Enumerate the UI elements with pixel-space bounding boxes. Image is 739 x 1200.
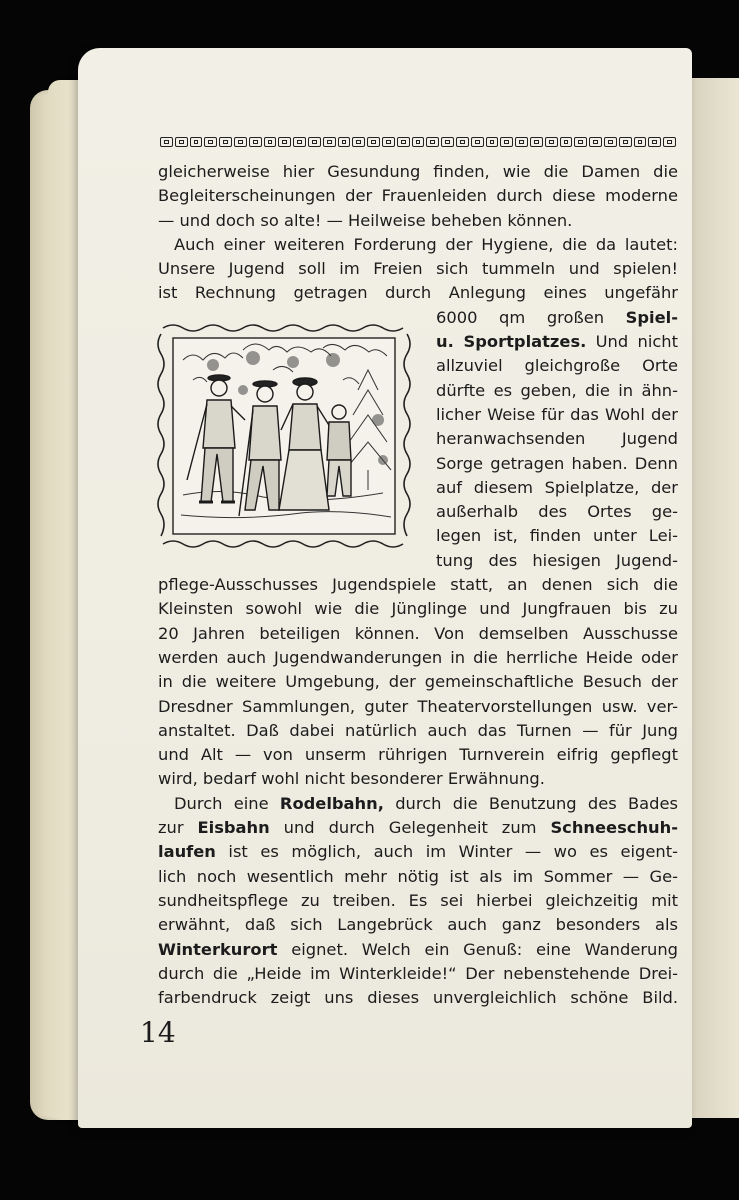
text-line: wird, bedarf wohl nicht besonderer Erwähnung. xyxy=(158,769,545,789)
border-ornament xyxy=(175,137,188,147)
border-ornament xyxy=(204,137,217,147)
text-line: Unsere Jugend soll im Freien sich tummeln und spielen! xyxy=(158,259,678,279)
border-ornament xyxy=(500,137,513,147)
border-ornament xyxy=(648,137,661,147)
border-ornament xyxy=(471,137,484,147)
border-ornament xyxy=(412,137,425,147)
border-ornament xyxy=(426,137,439,147)
text-line: 6000 qm großen Spiel- xyxy=(436,307,678,327)
border-ornament xyxy=(382,137,395,147)
border-ornament xyxy=(634,137,647,147)
text-line: in die weitere Umgebung, der gemeinschaftliche Besuch der xyxy=(158,672,678,692)
border-ornament xyxy=(663,137,676,147)
border-ornament xyxy=(441,137,454,147)
border-ornament xyxy=(234,137,247,147)
hikers-in-forest-illustration xyxy=(153,320,415,552)
text-line: laufen ist es möglich, auch im Winter — wo es eigent- xyxy=(158,842,678,862)
border-ornament xyxy=(456,137,469,147)
text-line: durch die „Heide im Winterkleide!“ Der nebenstehende Drei- xyxy=(158,963,678,983)
text-line: außerhalb des Ortes ge- xyxy=(436,502,678,522)
book-right-page-edge xyxy=(690,78,739,1118)
page-body-text xyxy=(158,160,678,1010)
text-line: legen ist, finden unter Lei- xyxy=(436,526,678,546)
text-line: lich noch wesentlich mehr nötig ist als im Sommer — Ge- xyxy=(158,866,678,886)
text-line: gleicherweise hier Gesundung finden, wie die Damen die xyxy=(158,162,678,181)
ornamental-border xyxy=(160,137,676,149)
border-ornament xyxy=(160,137,173,147)
border-ornament xyxy=(264,137,277,147)
text-line: — und doch so alte! — Heilweise beheben können. xyxy=(158,210,573,230)
text-line: dürfte es geben, die in ähn- xyxy=(436,380,678,400)
border-ornament xyxy=(574,137,587,147)
border-ornament xyxy=(249,137,262,147)
border-ornament xyxy=(619,137,632,147)
text-line: tung des hiesigen Jugend- xyxy=(436,550,678,570)
text-line: Winterkurort eignet. Welch ein Genuß: eine Wanderung xyxy=(158,939,678,959)
border-ornament xyxy=(545,137,558,147)
border-ornament xyxy=(560,137,573,147)
border-ornament xyxy=(486,137,499,147)
border-ornament xyxy=(589,137,602,147)
border-ornament xyxy=(293,137,306,147)
text-line: Begleiterscheinungen der Frauenleiden durch diese moderne xyxy=(158,186,678,206)
border-ornament xyxy=(190,137,203,147)
text-line: anstaltet. Daß dabei natürlich auch das Turnen — für Jung xyxy=(158,720,678,740)
border-ornament xyxy=(323,137,336,147)
text-line: u. Sportplatzes. Und nicht xyxy=(436,332,678,352)
text-line: zur Eisbahn und durch Gelegenheit zum Schneeschuh- xyxy=(158,818,678,838)
text-line: 20 Jahren beteiligen können. Von demselben Ausschusse xyxy=(158,623,678,643)
text-line: ist Rechnung getragen durch Anlegung eines ungefähr xyxy=(158,283,678,303)
text-line: auf diesem Spielplatze, der xyxy=(436,477,678,497)
text-line: farbendruck zeigt uns dieses unvergleichlich schöne Bild. xyxy=(158,988,678,1008)
border-ornament xyxy=(219,137,232,147)
border-ornament xyxy=(515,137,528,147)
border-ornament xyxy=(530,137,543,147)
text-line: werden auch Jugendwanderungen in die herrliche Heide oder xyxy=(158,647,678,667)
text-line: allzuviel gleichgroße Orte xyxy=(436,356,678,376)
page-number: 14 xyxy=(140,1016,176,1049)
text-line: pflege-Ausschusses Jugendspiele statt, an denen sich die xyxy=(158,575,678,595)
border-ornament xyxy=(352,137,365,147)
text-column-beside-illustration xyxy=(436,306,678,573)
text-line: Durch eine Rodelbahn, durch die Benutzung des Bades xyxy=(174,793,678,813)
border-ornament xyxy=(397,137,410,147)
text-line: Sorge getragen haben. Denn xyxy=(436,453,678,473)
text-line: heranwachsenden Jugend xyxy=(436,429,678,449)
border-ornament xyxy=(604,137,617,147)
text-line: und Alt — von unserm rührigen Turnverein eifrig gepflegt xyxy=(158,745,678,765)
text-line: Auch einer weiteren Forderung der Hygiene, die da lautet: xyxy=(174,234,678,254)
border-ornament xyxy=(278,137,291,147)
border-ornament xyxy=(308,137,321,147)
text-line: Dresdner Sammlungen, guter Theatervorstellungen usw. ver- xyxy=(158,696,678,716)
border-ornament xyxy=(367,137,380,147)
book-page xyxy=(78,48,692,1128)
text-line: sundheitspflege zu treiben. Es sei hierbei gleichzeitig mit xyxy=(158,890,678,910)
text-line: erwähnt, daß sich Langebrück auch ganz besonders als xyxy=(158,915,678,935)
text-line: licher Weise für das Wohl der xyxy=(436,404,678,424)
text-line: Kleinsten sowohl wie die Jünglinge und Jungfrauen bis zu xyxy=(158,599,678,619)
border-ornament xyxy=(338,137,351,147)
